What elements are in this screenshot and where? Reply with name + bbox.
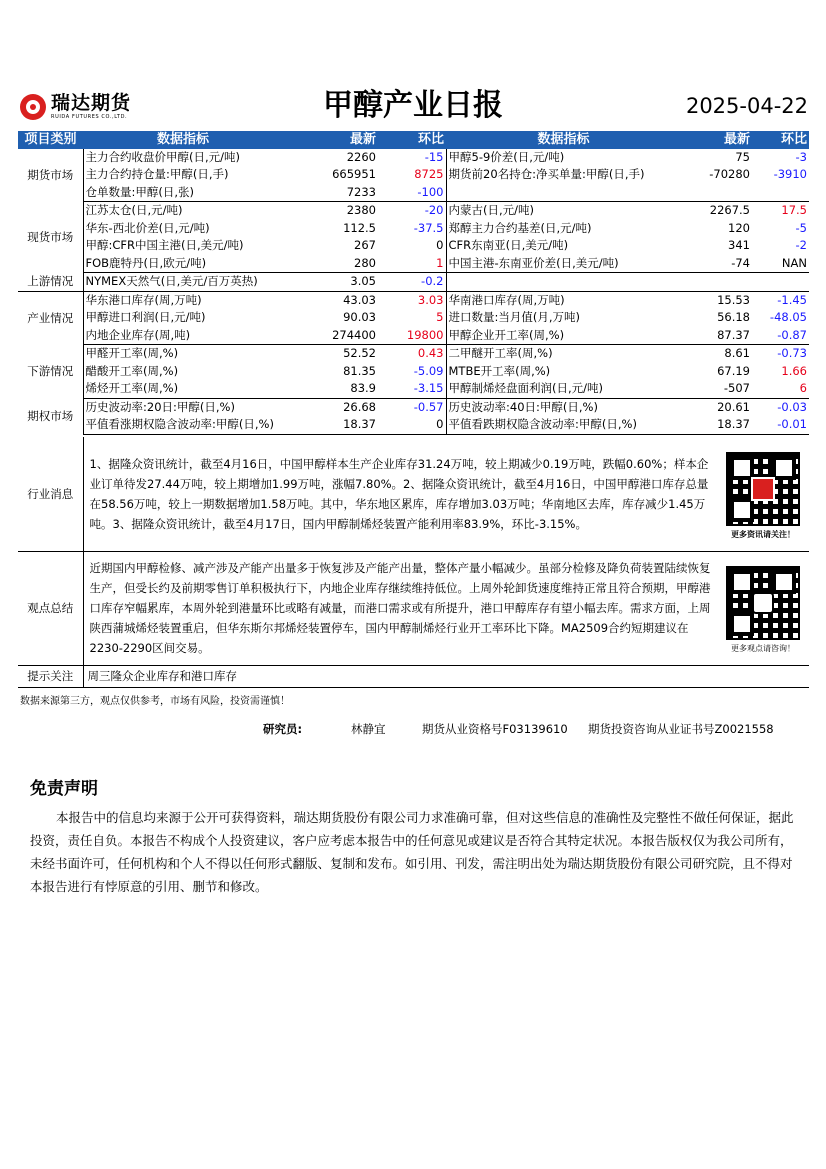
latest-left-cell: 665951 xyxy=(332,167,376,182)
latest-left-cell: 274400 xyxy=(283,327,378,345)
indicator-right-cell: 历史波动率:40日:甲醇(日,%) xyxy=(448,399,598,414)
indicator-right-cell: 二甲醚开工率(周,%) xyxy=(448,346,553,361)
latest-left-cell: 18.37 xyxy=(283,416,378,434)
table-row xyxy=(18,416,809,434)
latest-right-cell: 20.61 xyxy=(717,399,750,414)
change-left-cell: -3.15 xyxy=(378,380,446,398)
latest-right-cell: 87.37 xyxy=(681,327,752,345)
change-right-cell: -0.87 xyxy=(752,327,809,345)
researcher-label: 研究员: xyxy=(263,722,303,736)
indicator-right-cell: 华南港口库存(周,万吨) xyxy=(448,292,565,307)
table-row xyxy=(18,255,809,273)
indicator-left-cell: 甲醇:CFR中国主港(日,美元/吨) xyxy=(85,238,244,253)
change-left-cell: 0.43 xyxy=(378,345,446,363)
indicator-right-cell: 甲醇5-9价差(日,元/吨) xyxy=(448,149,565,164)
indicator-left-cell: 内地企业库存(周,吨) xyxy=(83,327,283,345)
viewpoint-section xyxy=(18,551,809,666)
indicator-left-cell: FOB鹿特丹(日,欧元/吨) xyxy=(83,255,283,273)
change-left-cell: -0.2 xyxy=(378,273,446,292)
report-title: 甲醇产业日报 xyxy=(323,88,503,123)
change-right-cell: -0.03 xyxy=(777,399,807,414)
latest-left-cell: 83.9 xyxy=(283,380,378,398)
latest-left-cell: 2380 xyxy=(346,203,376,218)
industry-news-text: 1、据隆众资讯统计，截至4月16日，中国甲醇样本生产企业库存31.24万吨，较上期减少0.19万吨，跌幅0.60%；样本企业订单待发27.44万吨，较上期增加1.99万吨，涨幅7.80%。2、据隆众资讯统计，截至4月16日，中国甲醇港口库存总量在58.56万吨，较上一期数据增加1.58万吨。其中，华东地区累库，库存增加3.03万吨；华南地区去库，库存减少1.45万吨。3、据隆众资讯统计，截至4月17日，国内甲醇制烯烃装置产能利用率83.9%，环比-3.15%。 xyxy=(83,437,717,552)
table-row xyxy=(18,166,809,184)
logo-name: 瑞达期货 xyxy=(51,92,132,114)
category-cell: 上游情况 xyxy=(18,273,83,292)
indicator-right-cell: 平值看跌期权隐含波动率:甲醇(日,%) xyxy=(446,416,681,434)
wechat-qr-icon xyxy=(726,566,800,640)
indicator-right-cell: MTBE开工率(周,%) xyxy=(448,363,551,378)
researcher-line xyxy=(263,721,774,737)
change-left-cell: 19800 xyxy=(378,327,446,345)
latest-right-cell xyxy=(681,184,752,202)
indicator-left-cell: 烯烃开工率(周,%) xyxy=(83,380,283,398)
latest-right-cell: 120 xyxy=(728,220,750,235)
change-right-cell: 17.5 xyxy=(781,203,807,218)
latest-left-cell: 3.05 xyxy=(283,273,378,292)
indicator-right-cell: 内蒙古(日,元/吨) xyxy=(448,203,535,218)
change-right-cell: -1.45 xyxy=(777,292,807,307)
latest-right-cell: 67.19 xyxy=(717,363,750,378)
category-cell: 期权市场 xyxy=(18,398,83,434)
change-left-cell: -15 xyxy=(378,149,446,167)
header-latest-left: 最新 xyxy=(283,131,378,149)
change-right-cell: -3 xyxy=(795,149,807,164)
latest-right-cell: -70280 xyxy=(709,167,750,182)
latest-left-cell: 7233 xyxy=(283,184,378,202)
data-table xyxy=(18,131,809,435)
latest-right-cell: 15.53 xyxy=(717,292,750,307)
logo-english: RUIDA FUTURES CO.,LTD. xyxy=(51,114,128,120)
qr-code-follow xyxy=(717,437,809,552)
change-left-cell: 3.03 xyxy=(378,291,446,309)
viewpoint-text: 近期国内甲醇检修、减产涉及产能产出量多于恢复涉及产能产出量，整体产量小幅减少。虽部分检修及降负荷装置陆续恢复生产，但受长约及前期零售订单积极执行下，内地企业库存继续维持低位。上周外轮卸货速度维持正常且符合预期，甲醇港口库存窄幅累库，本周外轮到港量环比或略有减量，而港口需求或有所提升，港口甲醇库存有望小幅去库。需求方面，上周陕西蒲城烯烃装置重启，但华东斯尔邦烯烃装置停车，国内甲醇制烯烃行业开工率环比下降。MA2509合约短期建议在2230-2290区间交易。 xyxy=(83,551,717,666)
indicator-left-cell: 主力合约持仓量:甲醇(日,手) xyxy=(85,167,229,182)
industry-news-category: 行业消息 xyxy=(18,437,83,552)
table-row xyxy=(18,345,809,363)
indicator-left-cell: 醋酸开工率(周,%) xyxy=(85,363,179,378)
hint-category: 提示关注 xyxy=(18,665,83,688)
table-row xyxy=(18,291,809,309)
latest-left-cell: 43.03 xyxy=(343,292,376,307)
qr-code-icon xyxy=(726,452,800,526)
header-indicator-right: 数据指标 xyxy=(446,131,681,149)
change-right-cell xyxy=(752,273,809,292)
header-change-right: 环比 xyxy=(752,131,809,149)
change-right-cell: 1.66 xyxy=(781,363,807,378)
latest-right-cell xyxy=(681,273,752,292)
change-right-cell: -48.05 xyxy=(769,310,807,325)
indicator-left-cell: NYMEX天然气(日,美元/百万英热) xyxy=(83,273,283,292)
table-row xyxy=(18,202,809,220)
disclaimer-title: 免责声明 xyxy=(30,779,98,799)
header-change-left: 环比 xyxy=(378,131,446,149)
change-right-cell: 6 xyxy=(752,380,809,398)
indicator-right-cell: CFR东南亚(日,美元/吨) xyxy=(448,238,569,253)
change-left-cell: 8725 xyxy=(378,166,446,184)
indicator-right-cell xyxy=(446,184,681,202)
latest-left-cell: 81.35 xyxy=(343,363,376,378)
category-cell: 产业情况 xyxy=(18,291,83,345)
table-row xyxy=(18,327,809,345)
table-row xyxy=(18,237,809,255)
table-row xyxy=(18,398,809,416)
latest-right-cell: 341 xyxy=(728,238,750,253)
header-category: 项目类别 xyxy=(18,131,83,149)
change-left-cell: -37.5 xyxy=(378,220,446,238)
indicator-right-cell: 甲醇企业开工率(周,%) xyxy=(446,327,681,345)
change-left-cell: -0.57 xyxy=(378,398,446,416)
indicator-right-cell xyxy=(446,273,681,292)
change-right-cell: NAN xyxy=(752,255,809,273)
researcher-name: 林静宜 xyxy=(351,722,386,736)
viewpoint-category: 观点总结 xyxy=(18,551,83,666)
change-left-cell: -100 xyxy=(378,184,446,202)
latest-right-cell: 18.37 xyxy=(681,416,752,434)
qr-caption-follow: 更多资讯请关注！ xyxy=(731,530,795,539)
latest-left-cell: 112.5 xyxy=(343,220,376,235)
change-left-cell: 1 xyxy=(378,255,446,273)
indicator-left-cell: 华东港口库存(周,万吨) xyxy=(85,292,202,307)
change-right-cell: -0.01 xyxy=(752,416,809,434)
change-left-cell: 5 xyxy=(378,309,446,327)
disclaimer-body: 本报告中的信息均来源于公开可获得资料，瑞达期货股份有限公司力求准确可靠，但对这些信息的准确性及完整性不做任何保证，据此投资，责任自负。本报告不构成个人投资建议，客户应考虑本报告中的任何意见或建议是否符合其特定状况。本报告版权仅为我公司所有，未经书面许可，任何机构和个人不得以任何形式翻版、复制和发布。如引用、刊发，需注明出处为瑞达期货股份有限公司研究院，且不得对本报告进行有悖原意的引用、删节和修改。 xyxy=(30,810,794,894)
table-row xyxy=(18,380,809,398)
indicator-right-cell: 期货前20名持仓:净买单量:甲醇(日,手) xyxy=(448,167,645,182)
latest-left-cell: 90.03 xyxy=(343,310,376,325)
change-right-cell: -3910 xyxy=(773,167,807,182)
consulting-certificate-number: 期货投资咨询从业证书号Z0021558 xyxy=(588,722,774,736)
indicator-left-cell: 华东-西北价差(日,元/吨) xyxy=(85,220,210,235)
category-cell: 下游情况 xyxy=(18,345,83,399)
indicator-left-cell: 甲醇进口利润(日,元/吨) xyxy=(85,310,206,325)
indicator-right-cell: 中国主港-东南亚价差(日,美元/吨) xyxy=(446,255,681,273)
hint-text: 周三隆众企业库存和港口库存 xyxy=(83,665,809,688)
latest-left-cell: 267 xyxy=(354,238,376,253)
change-left-cell: 0 xyxy=(378,416,446,434)
table-row xyxy=(18,149,809,167)
latest-left-cell: 26.68 xyxy=(343,399,376,414)
change-left-cell: -5.09 xyxy=(378,363,446,381)
category-cell: 现货市场 xyxy=(18,202,83,273)
latest-right-cell: -74 xyxy=(681,255,752,273)
indicator-right-cell: 甲醇制烯烃盘面利润(日,元/吨) xyxy=(446,380,681,398)
industry-news-section xyxy=(18,437,809,552)
indicator-left-cell: 平值看涨期权隐含波动率:甲醇(日,%) xyxy=(83,416,283,434)
header-indicator-left: 数据指标 xyxy=(83,131,283,149)
indicator-left-cell: 甲醛开工率(周,%) xyxy=(85,346,179,361)
latest-left-cell: 2260 xyxy=(346,149,376,164)
hint-section xyxy=(18,665,809,688)
qr-caption-consult: 更多观点请咨询！ xyxy=(731,644,795,653)
change-left-cell: -20 xyxy=(378,202,446,220)
latest-left-cell: 280 xyxy=(283,255,378,273)
change-right-cell: -0.73 xyxy=(777,346,807,361)
table-row xyxy=(18,220,809,238)
change-right-cell: -5 xyxy=(795,220,807,235)
table-row xyxy=(18,273,809,292)
change-right-cell xyxy=(752,184,809,202)
qualification-number: 期货从业资格号F03139610 xyxy=(422,722,568,736)
indicator-right-cell: 郑醇主力合约基差(日,元/吨) xyxy=(448,220,592,235)
latest-right-cell: 2267.5 xyxy=(709,203,750,218)
indicator-left-cell: 历史波动率:20日:甲醇(日,%) xyxy=(85,399,235,414)
table-row xyxy=(18,309,809,327)
change-left-cell: 0 xyxy=(378,237,446,255)
indicator-right-cell: 进口数量:当月值(月,万吨) xyxy=(448,310,581,325)
report-date: 2025-04-22 xyxy=(685,94,808,118)
latest-right-cell: 75 xyxy=(735,149,750,164)
change-right-cell: -2 xyxy=(795,238,807,253)
latest-right-cell: 56.18 xyxy=(717,310,750,325)
table-row xyxy=(18,184,809,202)
source-note: 数据来源第三方，观点仅供参考，市场有风险，投资需谨慎！ xyxy=(20,696,290,707)
table-row xyxy=(18,363,809,381)
indicator-left-cell: 江苏太仓(日,元/吨) xyxy=(85,203,183,218)
latest-right-cell: -507 xyxy=(681,380,752,398)
latest-right-cell: 8.61 xyxy=(724,346,750,361)
indicator-left-cell: 仓单数量:甲醇(日,张) xyxy=(83,184,283,202)
table-header-row xyxy=(18,131,809,149)
qr-code-consult xyxy=(717,551,809,666)
latest-left-cell: 52.52 xyxy=(343,346,376,361)
indicator-left-cell: 主力合约收盘价甲醇(日,元/吨) xyxy=(85,149,241,164)
category-cell: 期货市场 xyxy=(18,149,83,202)
header-latest-right: 最新 xyxy=(681,131,752,149)
